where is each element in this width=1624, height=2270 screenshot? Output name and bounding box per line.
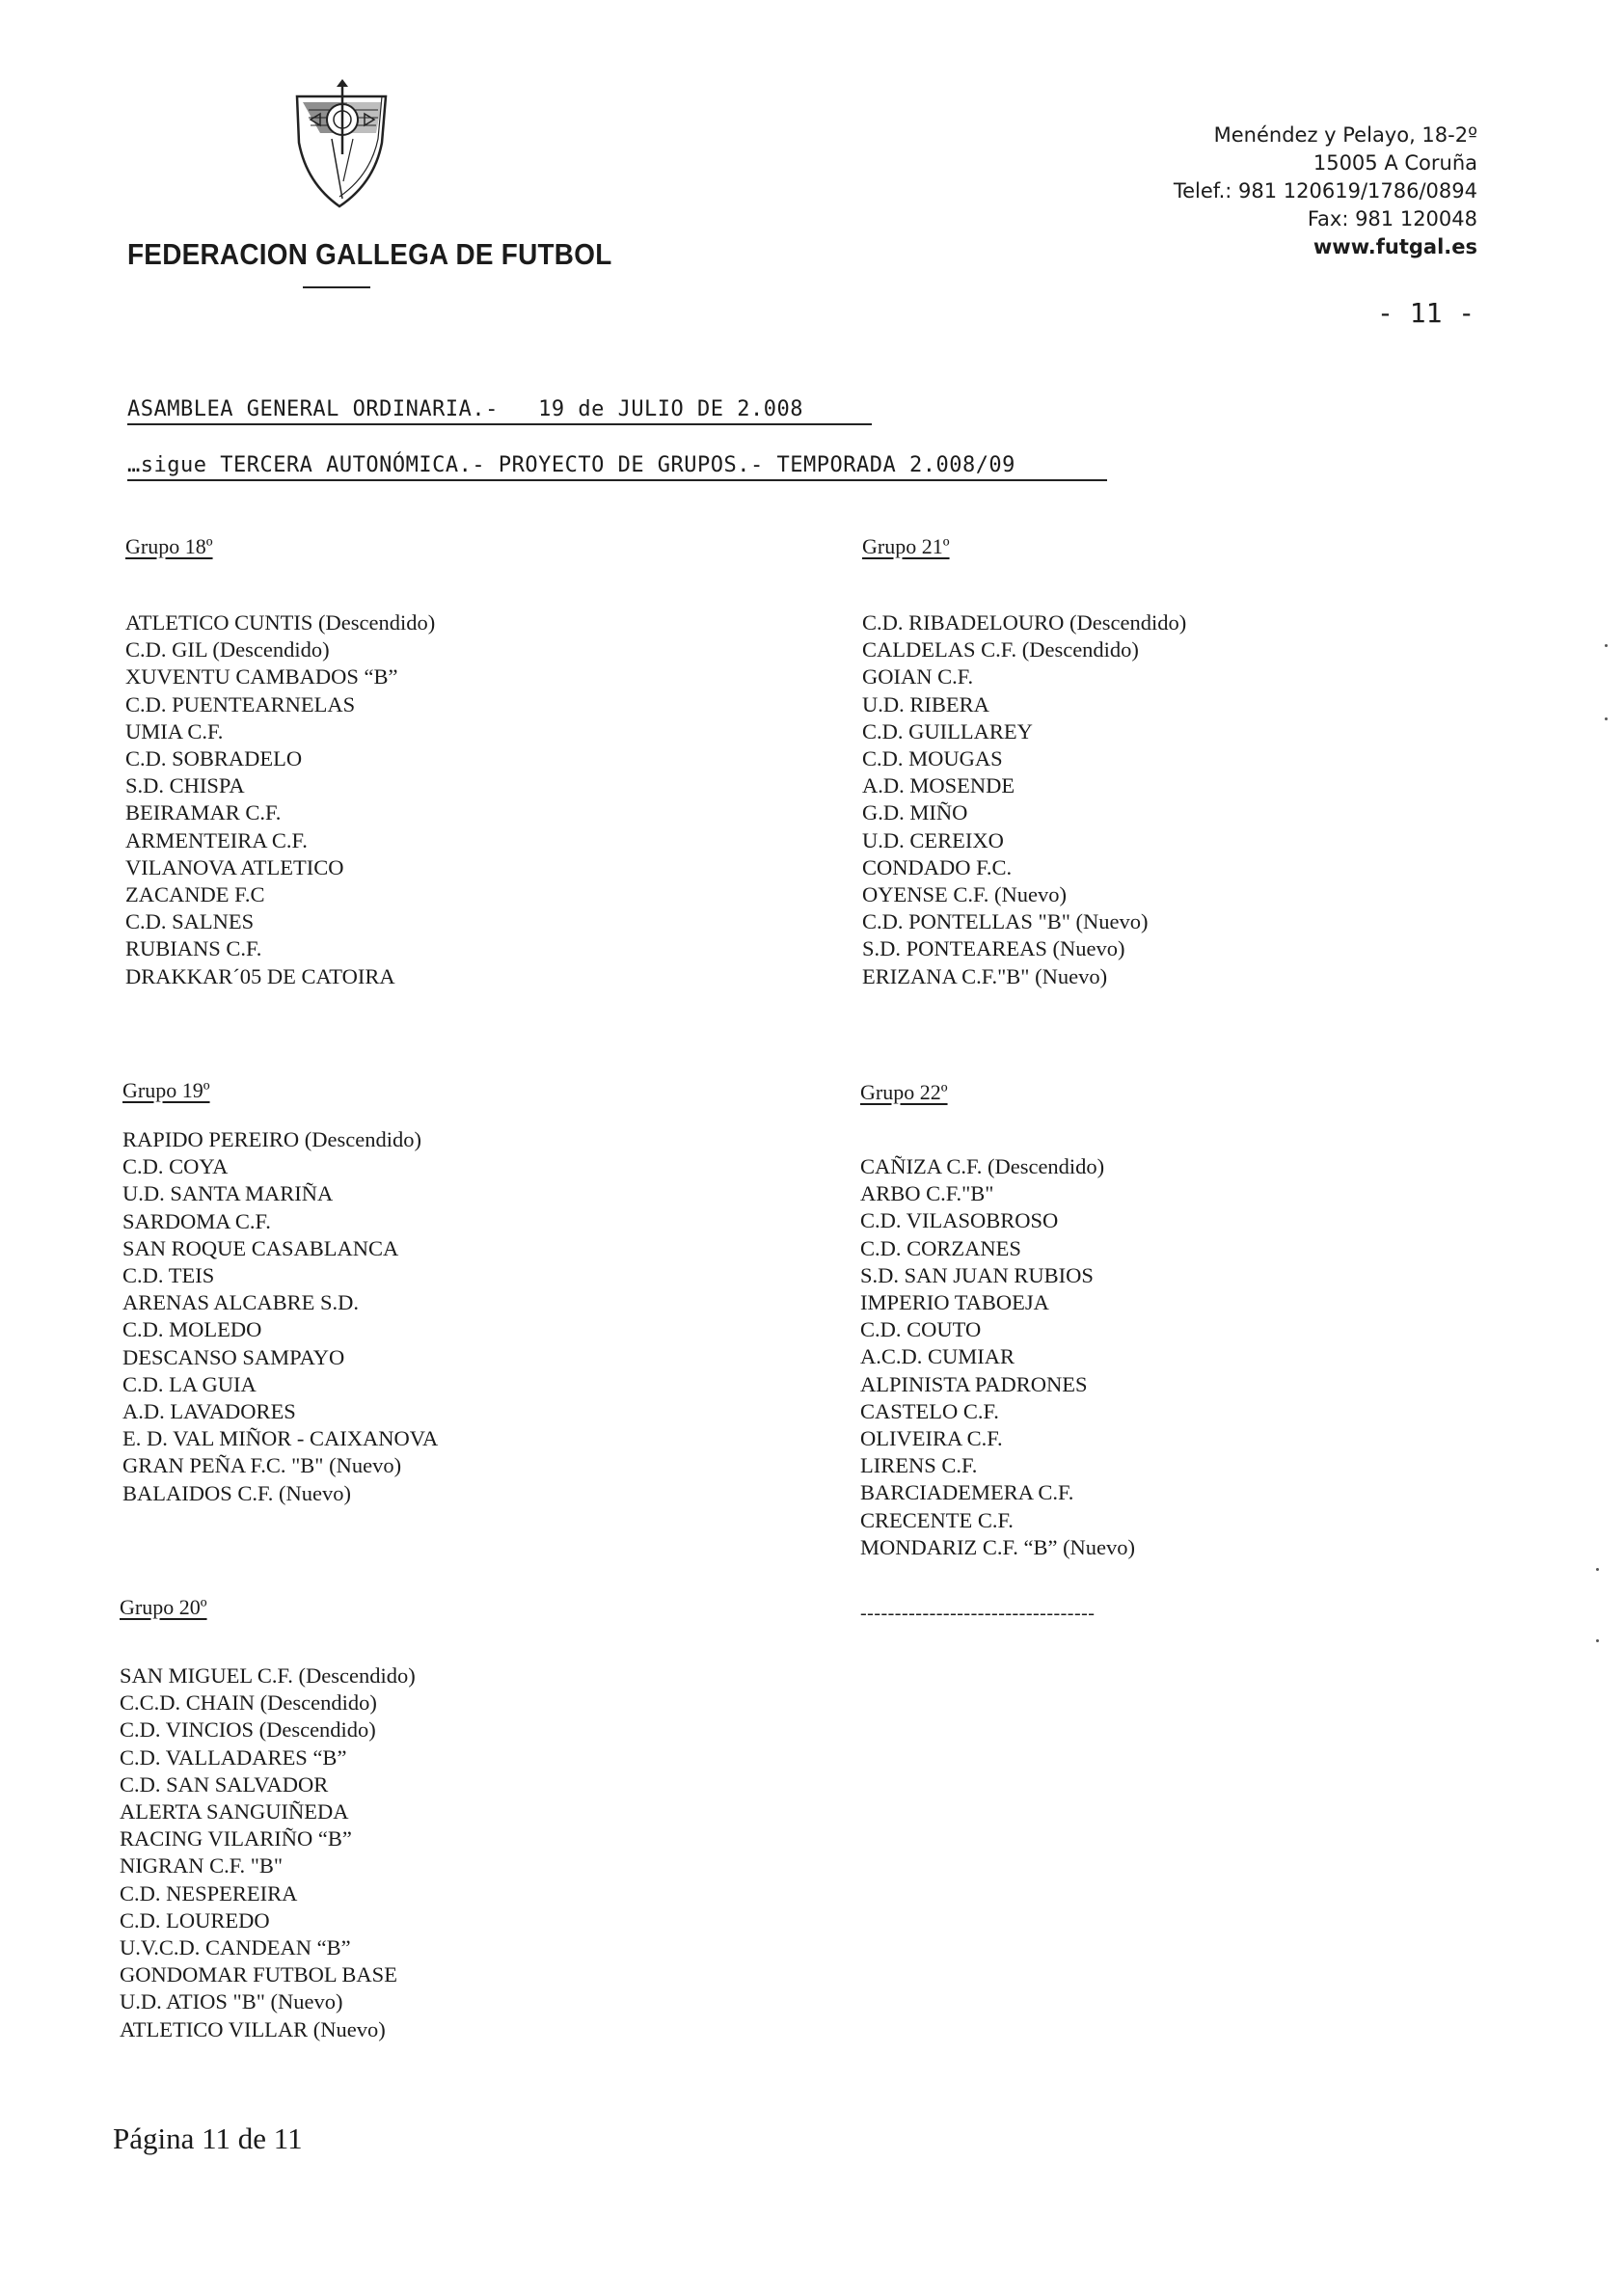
team-item: C.D. LA GUIA	[122, 1371, 257, 1396]
team-item: A.D. MOSENDE	[862, 773, 1015, 798]
team-item: C.D. SAN SALVADOR	[120, 1771, 329, 1797]
team-item: E. D. VAL MIÑOR - CAIXANOVA	[122, 1426, 439, 1451]
team-item: U.D. RIBERA	[862, 691, 989, 716]
team-item: SAN ROQUE CASABLANCA	[122, 1235, 399, 1260]
federation-name: FEDERACION GALLEGA DE FUTBOL	[127, 237, 612, 271]
team-item: C.D. COUTO	[860, 1317, 982, 1342]
team-item: XUVENTU CAMBADOS “B”	[125, 664, 398, 689]
assembly-heading-underline	[127, 423, 872, 425]
group-title: Grupo 22º	[860, 1080, 948, 1104]
team-item: U.D. CEREIXO	[862, 827, 1004, 852]
team-item: U.D. SANTA MARIÑA	[122, 1181, 334, 1206]
team-item: DRAKKAR´05 DE CATOIRA	[125, 963, 395, 988]
team-item: NIGRAN C.F. "B"	[120, 1853, 284, 1878]
team-item: RAPIDO PEREIRO (Descendido)	[122, 1127, 421, 1151]
team-item: VILANOVA ATLETICO	[125, 854, 344, 879]
team-item: CRECENTE C.F.	[860, 1507, 1014, 1532]
team-item: C.D. VINCIOS (Descendido)	[120, 1717, 376, 1743]
group-21	[862, 534, 1186, 990]
contact-fax: Fax: 981 120048	[1307, 207, 1477, 230]
team-item: ATLETICO VILLAR (Nuevo)	[120, 2016, 386, 2041]
team-item: U.V.C.D. CANDEAN “B”	[120, 1935, 351, 1960]
team-item: C.D. LOUREDO	[120, 1907, 270, 1932]
team-item: ARMENTEIRA C.F.	[125, 827, 308, 852]
contact-city: 15005 A Coruña	[1313, 151, 1477, 175]
team-item: C.D. SALNES	[125, 909, 255, 934]
team-list	[125, 609, 435, 990]
team-list	[120, 1662, 416, 2043]
team-item: GRAN PEÑA F.C. "B" (Nuevo)	[122, 1453, 402, 1478]
team-item: S.D. CHISPA	[125, 773, 245, 798]
team-item: DESCANSO SAMPAYO	[122, 1344, 345, 1369]
contact-block	[1174, 122, 1477, 261]
team-item: ERIZANA C.F."B" (Nuevo)	[862, 963, 1108, 988]
team-item: C.D. VILASOBROSO	[860, 1208, 1059, 1233]
scan-speck	[1596, 1568, 1599, 1571]
page-footer: Página 11 de 11	[113, 2121, 303, 2155]
team-list	[122, 1126, 438, 1507]
team-list	[860, 1153, 1135, 1561]
team-item: GOIAN C.F.	[862, 664, 974, 689]
group-title: Grupo 18º	[125, 534, 213, 558]
group-title: Grupo 19º	[122, 1078, 210, 1102]
team-item: GONDOMAR FUTBOL BASE	[120, 1962, 397, 1987]
group-title: Grupo 21º	[862, 534, 950, 558]
team-item: ALERTA SANGUIÑEDA	[120, 1799, 349, 1824]
team-item: C.D. RIBADELOURO (Descendido)	[862, 610, 1187, 635]
scan-speck	[1605, 644, 1608, 647]
team-item: C.D. PUENTEARNELAS	[125, 691, 356, 716]
scan-speck	[1596, 1639, 1599, 1642]
group-20	[120, 1595, 416, 2043]
team-item: A.D. LAVADORES	[122, 1399, 296, 1424]
team-item: C.D. MOUGAS	[862, 746, 1003, 771]
team-item: OYENSE C.F. (Nuevo)	[862, 882, 1067, 907]
team-item: BALAIDOS C.F. (Nuevo)	[122, 1480, 351, 1505]
team-item: C.D. PONTELLAS "B" (Nuevo)	[862, 909, 1149, 934]
team-item: C.D. TEIS	[122, 1263, 215, 1288]
team-item: C.C.D. CHAIN (Descendido)	[120, 1690, 377, 1716]
team-item: CONDADO F.C.	[862, 854, 1013, 879]
team-item: C.D. COYA	[122, 1154, 229, 1179]
team-item: IMPERIO TABOEJA	[860, 1290, 1049, 1315]
team-item: S.D. SAN JUAN RUBIOS	[860, 1262, 1094, 1287]
team-item: C.D. NESPEREIRA	[120, 1880, 298, 1905]
team-item: BEIRAMAR C.F.	[125, 800, 282, 825]
team-item: UMIA C.F.	[125, 718, 224, 743]
team-item: SARDOMA C.F.	[122, 1208, 271, 1233]
team-item: C.D. MOLEDO	[122, 1317, 262, 1342]
team-item: C.D. CORZANES	[860, 1235, 1021, 1260]
team-item: C.D. SOBRADELO	[125, 746, 303, 771]
team-item: S.D. PONTEAREAS (Nuevo)	[862, 936, 1125, 961]
team-item: C.D. GIL (Descendido)	[125, 637, 330, 662]
section-heading: …sigue TERCERA AUTONÓMICA.- PROYECTO DE GRUPOS.- TEMPORADA 2.008/09	[127, 453, 1015, 477]
team-item: G.D. MIÑO	[862, 800, 968, 825]
team-item: ARBO C.F."B"	[860, 1181, 994, 1206]
assembly-heading: ASAMBLEA GENERAL ORDINARIA.- 19 de JULIO DE 2.008	[127, 397, 804, 421]
team-item: ARENAS ALCABRE S.D.	[122, 1290, 360, 1315]
team-item: OLIVEIRA C.F.	[860, 1426, 1003, 1451]
scan-speck	[1605, 717, 1608, 720]
team-item: CALDELAS C.F. (Descendido)	[862, 637, 1139, 662]
team-item: RUBIANS C.F.	[125, 936, 262, 961]
page-marker: - 11 -	[1377, 297, 1475, 329]
team-item: A.C.D. CUMIAR	[860, 1344, 1015, 1369]
team-item: ZACANDE F.C	[125, 882, 265, 907]
team-item: ALPINISTA PADRONES	[860, 1371, 1088, 1396]
team-item: LIRENS C.F.	[860, 1453, 978, 1478]
team-item: U.D. ATIOS "B" (Nuevo)	[120, 1989, 343, 2014]
team-item: CASTELO C.F.	[860, 1398, 999, 1423]
team-item: CAÑIZA C.F. (Descendido)	[860, 1154, 1105, 1178]
group-title: Grupo 20º	[120, 1595, 207, 1619]
group-22	[860, 1080, 1135, 1561]
federation-name-rule	[303, 286, 370, 288]
team-item: C.D. GUILLAREY	[862, 718, 1033, 743]
contact-website: www.futgal.es	[1313, 235, 1477, 258]
group-19	[122, 1078, 438, 1507]
team-item: SAN MIGUEL C.F. (Descendido)	[120, 1663, 416, 1688]
team-item: ATLETICO CUNTIS (Descendido)	[125, 610, 436, 635]
end-of-list-marker: ----------------------------------	[860, 1603, 1096, 1624]
contact-address: Menéndez y Pelayo, 18-2º	[1213, 123, 1477, 147]
team-item: C.D. VALLADARES “B”	[120, 1744, 347, 1770]
team-item: MONDARIZ C.F. “B” (Nuevo)	[860, 1534, 1136, 1559]
federation-crest-logo	[289, 75, 395, 210]
contact-phone: Telef.: 981 120619/1786/0894	[1173, 179, 1477, 203]
team-item: RACING VILARIÑO “B”	[120, 1826, 352, 1851]
group-18	[125, 534, 435, 990]
team-list	[862, 609, 1186, 990]
team-item: BARCIADEMERA C.F.	[860, 1480, 1074, 1505]
section-heading-underline	[127, 479, 1107, 481]
